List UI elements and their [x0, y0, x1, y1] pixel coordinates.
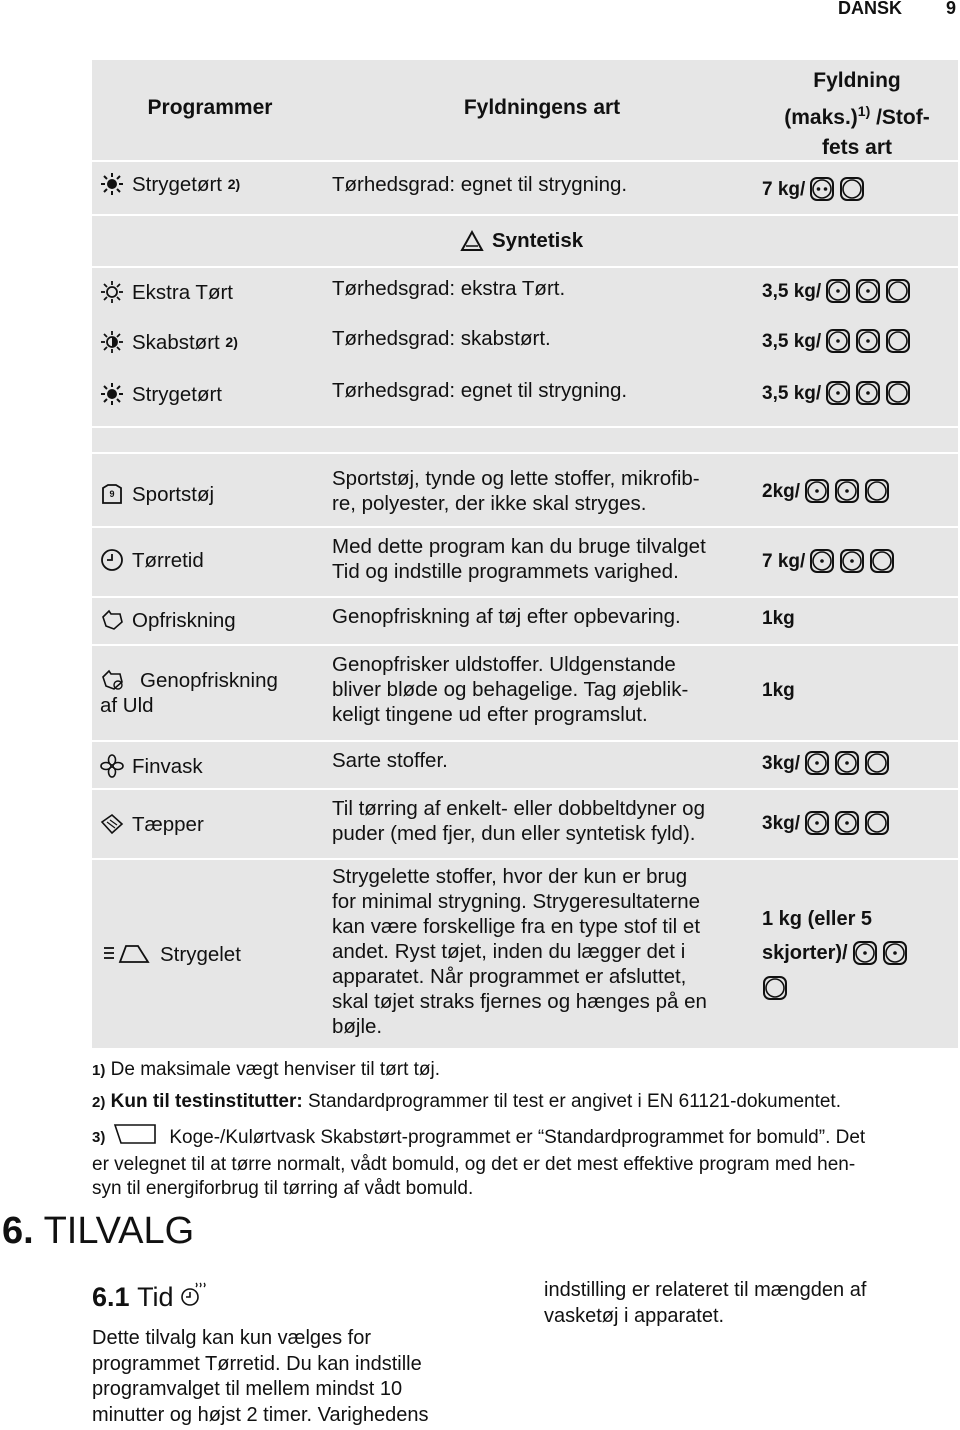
dry-no-dot-icon — [762, 975, 788, 1001]
wool-refresh-icon — [100, 668, 136, 692]
dry-one-dot-icon — [809, 176, 835, 202]
synthetic-iron-icon — [460, 229, 488, 253]
extra-dry-icon — [100, 280, 128, 304]
dry-no-dot-icon — [885, 278, 911, 304]
refresh-icon — [100, 608, 128, 632]
strygelet-description — [332, 864, 752, 1039]
dry-no-dot-icon — [864, 750, 890, 776]
easy-iron-icon — [100, 942, 156, 966]
description-line: kan være forskellige fra en type stof til et — [332, 915, 701, 938]
dry-no-dot-icon — [885, 380, 911, 406]
dry-no-dot-icon — [864, 810, 890, 836]
table-row: Skabstørt 2) Tørhedsgrad: skabstørt. 3,5 kg/ — [92, 330, 958, 370]
dry-no-dot-icon — [839, 176, 865, 202]
paragraph-line: Dette tilvalg kan kun vælges for — [92, 1327, 372, 1349]
paragraph-line: minutter og højst 2 timer. Varighedens — [92, 1403, 429, 1426]
col-header-type: Fyldningens art — [463, 96, 621, 119]
table-row: Strygetørt Tørhedsgrad: egnet til strygning. 3,5 kg/ — [92, 382, 958, 422]
dry-one-dot-icon — [834, 810, 860, 836]
paragraph-line: programvalget til mellem mindst 10 — [92, 1378, 403, 1400]
cotton-program-icon — [113, 1122, 157, 1153]
paragraph-line: vasketøj i apparatet. — [544, 1304, 725, 1327]
footnote-1: 1) De maksimale vægt henviser til tørt tøj. — [92, 1059, 441, 1080]
description-line: skal tøjet straks fjernes og hænges på en — [332, 990, 707, 1013]
paragraph-line: programmet Tørretid. Du kan indstille — [92, 1352, 422, 1375]
dry-one-dot-icon — [834, 750, 860, 776]
dry-two-dot-icon — [825, 328, 851, 354]
section-text-left — [92, 1326, 502, 1428]
svg-text:9: 9 — [109, 489, 115, 499]
dry-two-dot-icon — [804, 810, 830, 836]
dry-one-dot-icon — [855, 278, 881, 304]
table-row: Strygelet Strygelette stoffer, hvor der kun er brug for minimal strygning. Strygeresultaterne kan være forskellige fra en type stof til et andet. Ryst tøjet, inden du lægger det i apparatet. Når programmet er afsluttet, skal tøjet straks fjernes og hænges på en bøjle. 1 kg (eller 5 skjorter)/ — [92, 864, 958, 1044]
description-line: Strygelette stoffer, hvor der kun er brug — [332, 865, 688, 888]
cupboard-dry-icon — [100, 330, 128, 354]
description-line: bøjle. — [332, 1015, 383, 1038]
dry-two-dot-icon — [825, 380, 851, 406]
program-table — [92, 60, 958, 1048]
description-line: for minimal strygning. Strygeresultaterne — [332, 890, 701, 913]
duvet-icon — [100, 812, 128, 836]
clock-icon — [100, 548, 128, 572]
time-option-icon — [180, 1280, 206, 1315]
table-row: Opfriskning Genopfriskning af tøj efter opbevaring. 1kg — [92, 606, 958, 642]
section-heading: 6. TILVALG — [2, 1210, 195, 1252]
dry-two-dot-icon — [809, 548, 835, 574]
dry-no-dot-icon — [885, 328, 911, 354]
dry-one-dot-icon — [834, 478, 860, 504]
dry-one-dot-icon — [855, 380, 881, 406]
dry-two-dot-icon — [804, 750, 830, 776]
description-line: andet. Ryst tøjet, inden du lægger det i — [332, 940, 686, 963]
table-row: Strygetørt 2) Tørhedsgrad: egnet til strygning. 7 kg/ — [92, 172, 958, 212]
header-language: DANSK — [838, 0, 903, 18]
footnote-2: 2) Kun til testinstitutter: Standardprogrammer til test er angivet i EN 61121-dokumentet. — [92, 1091, 841, 1112]
table-row: Ekstra Tørt Tørhedsgrad: ekstra Tørt. 3,5 kg/ — [92, 280, 958, 320]
description-line: apparatet. Når programmet er afsluttet, — [332, 965, 687, 988]
footnote-3: 3) Koge-/Kulørtvask Skabstørt-programmet er “Standardprogrammet for bomuld”. Det er velegnet til at tørre normalt, vådt bomuld, og det er det mest effektive program med hen- syn til energiforbrug til tørring af vådt bomuld. — [92, 1122, 952, 1201]
dry-no-dot-icon — [869, 548, 895, 574]
dry-two-dot-icon — [852, 940, 878, 966]
dry-two-dot-icon — [825, 278, 851, 304]
dry-one-dot-icon — [839, 548, 865, 574]
col-header-load: Fyldning (maks.)$^{1)}$ /Stof- fets art — [784, 69, 930, 159]
dry-iron-icon — [100, 382, 128, 406]
table-row: 9 Sportstøj Sportstøj, tynde og lette stoffer, mikrofib- re, polyester, der ikke skal stryges. 2kg/ — [92, 466, 958, 526]
sport-shirt-icon — [100, 482, 128, 506]
table-row: Finvask Sarte stoffer. 3kg/ — [92, 748, 958, 788]
subsection-heading: 6.1 Tid — [92, 1280, 206, 1315]
section-text-right — [544, 1278, 944, 1329]
dry-iron-icon — [100, 172, 128, 196]
category-syntetisk: Syntetisk — [92, 226, 958, 262]
paragraph-line: indstilling er relateret til mængden af — [544, 1279, 867, 1301]
dry-two-dot-icon — [804, 478, 830, 504]
table-row: Tørretid Med dette program kan du bruge tilvalget Tid og indstille programmets varighed. 7 kg/ — [92, 534, 958, 594]
table-row: Genopfriskning af Uld Genopfrisker uldstoffer. Uldgenstande bliver bløde og behagelige. Tag øjeblik- keligt tingene ud efter programslut. 1kg — [100, 653, 795, 726]
dry-one-dot-icon — [882, 940, 908, 966]
dry-one-dot-icon — [855, 328, 881, 354]
dry-no-dot-icon — [864, 478, 890, 504]
table-row: Tæpper Til tørring af enkelt- eller dobbeltdyner og puder (med fjer, dun eller syntetisk fyld). 3kg/ — [92, 796, 958, 856]
col-header-program: Programmer — [147, 96, 273, 119]
page-number: 9 — [946, 0, 957, 18]
delicate-flower-icon — [100, 754, 128, 778]
